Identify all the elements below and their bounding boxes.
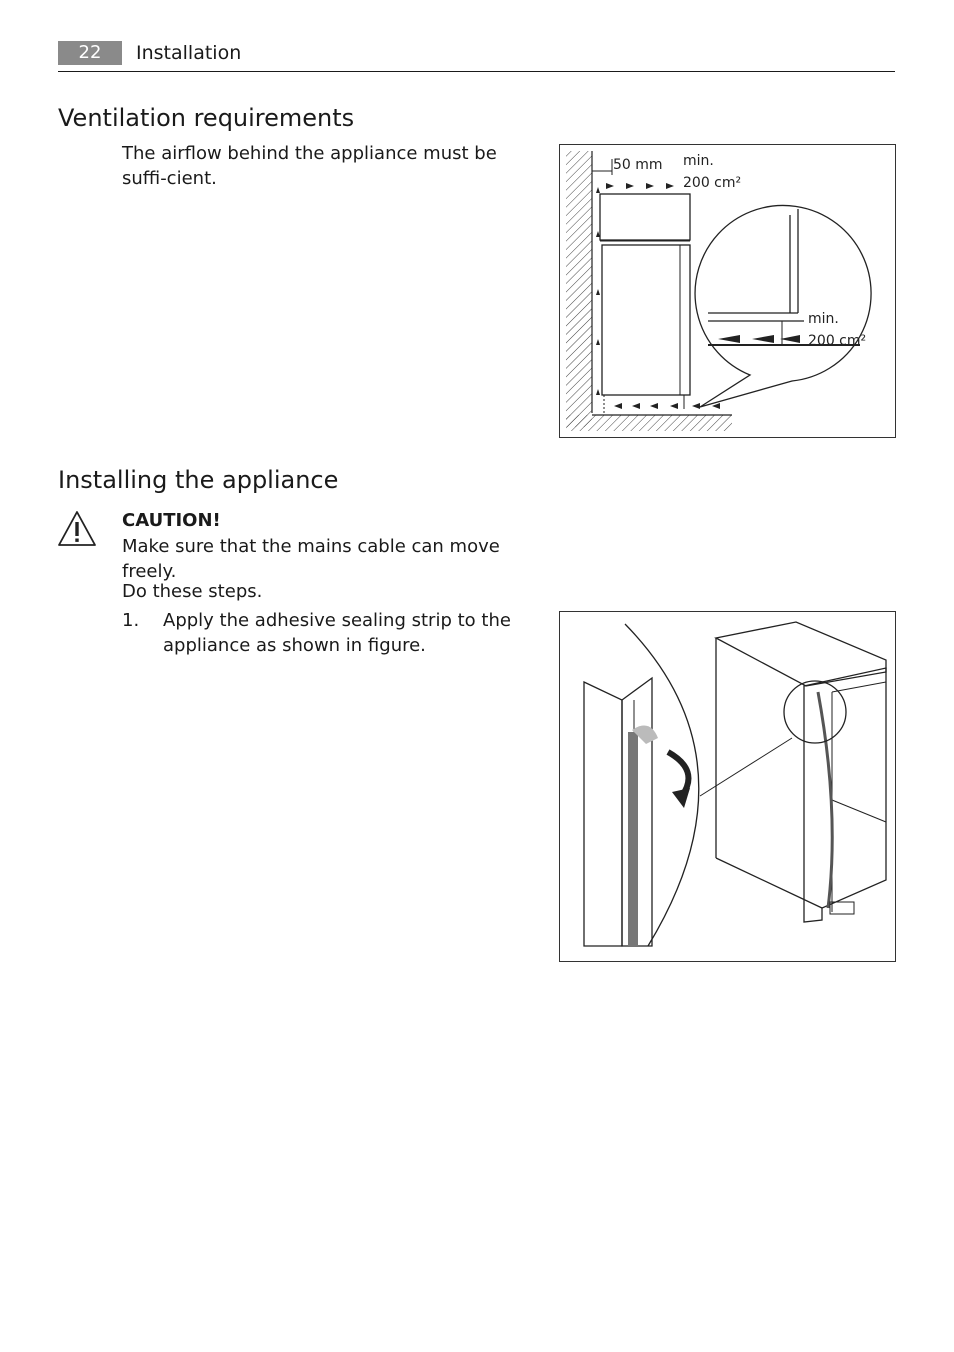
wall-hatch [566, 151, 592, 427]
sealing-strip-figure [559, 611, 896, 962]
detail-callout [695, 205, 871, 407]
ventilation-heading: Ventilation requirements [58, 104, 355, 132]
upper-cabinet [600, 194, 690, 240]
appliance-body [602, 245, 690, 395]
step-number: 1. [122, 610, 140, 631]
caution-title: CAUTION! [122, 510, 221, 531]
warning-icon [57, 510, 97, 548]
page-number: 22 [58, 41, 122, 65]
steps-intro: Do these steps. [122, 581, 263, 602]
gap-label: 50 mm [613, 157, 663, 173]
floor-hatch [566, 415, 732, 431]
detail-circle [784, 681, 846, 743]
top-min-label: min. [683, 153, 714, 169]
sealing-strip [628, 732, 638, 946]
step-text: Apply the adhesive sealing strip to the appliance as shown in figure. [163, 610, 511, 656]
installing-heading: Installing the appliance [58, 466, 339, 494]
detail-min-label: min. [808, 311, 839, 327]
detail-area-label: 200 cm² [808, 333, 867, 349]
top-area-label: 200 cm² [683, 175, 742, 191]
caution-text: Make sure that the mains cable can move freely. [122, 536, 500, 582]
ventilation-figure [559, 144, 896, 438]
header-divider [58, 71, 895, 72]
ventilation-text: The airflow behind the appliance must be suffi-cient. [122, 143, 497, 189]
section-title: Installation [136, 42, 242, 64]
top-airflow-arrows [606, 183, 674, 189]
